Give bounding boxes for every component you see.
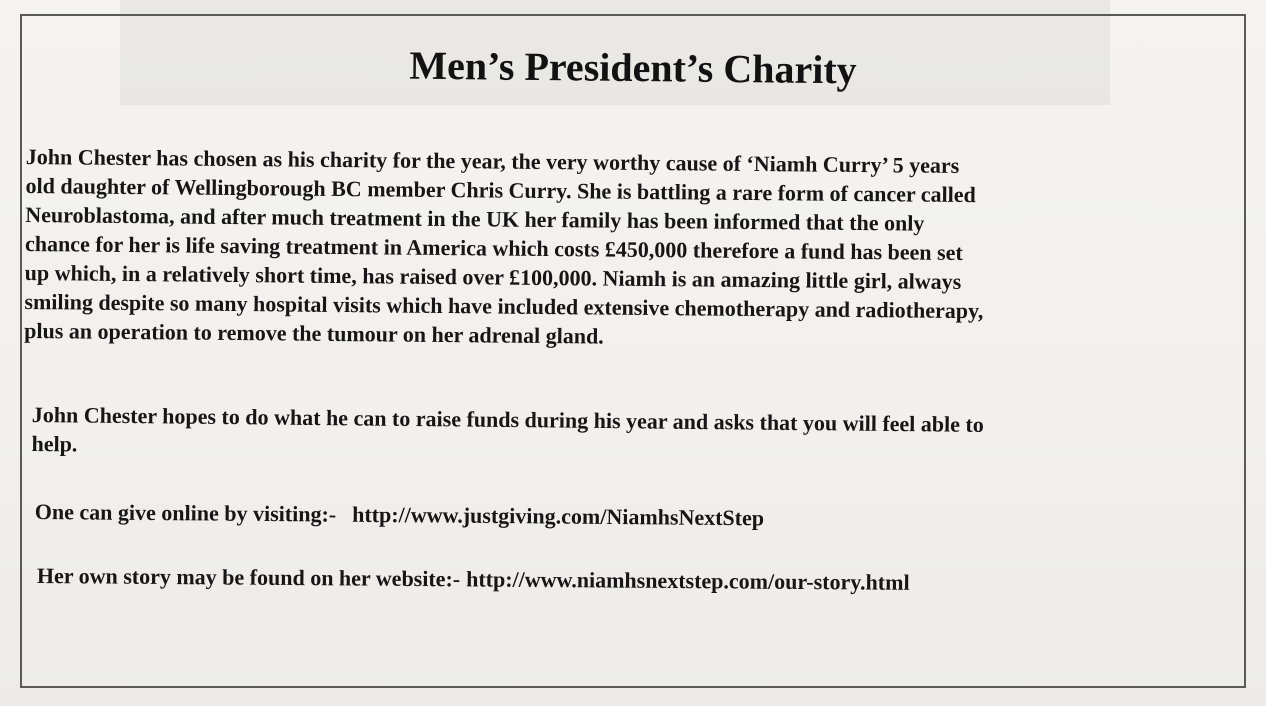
paragraph-line: Neuroblastoma, and after much treatment in the UK her family has been informed that the only [25,201,925,236]
paragraph-line: old daughter of Wellingborough BC member Chris Curry. She is battling a rare form of cancer called [25,172,976,208]
paragraph-line: plus an operation to remove the tumour on her adrenal gland. [24,317,604,349]
paragraph-line: help. [31,430,78,457]
paragraph-line: smiling despite so many hospital visits which have included extensive chemotherapy and radiotherapy, [24,288,984,324]
fundraising-appeal-paragraph [31,400,984,468]
paragraph-line: chance for her is life saving treatment in America which costs £450,000 therefore a fund has been set [24,230,963,265]
paragraph-line: John Chester hopes to do what he can to raise funds during his year and asks that you will feel able to [31,401,984,437]
story-website-link[interactable]: http://www.niamhsnextstep.com/our-story.html [466,566,910,595]
story-label: Her own story may be found on her website:- [36,562,461,592]
paragraph-line: John Chester has chosen as his charity for the year, the very worthy cause of ‘Niamh Curry’ 5 years [25,143,960,178]
paragraph-line: up which, in a relatively short time, has raised over £100,000. Niamh is an amazing little girl, always [24,259,962,294]
charity-description-paragraph [24,142,985,354]
page-title: Men’s President’s Charity [409,42,857,93]
give-online-label: One can give online by visiting:- [34,498,337,527]
justgiving-link[interactable]: http://www.justgiving.com/NiamhsNextStep [352,501,765,531]
